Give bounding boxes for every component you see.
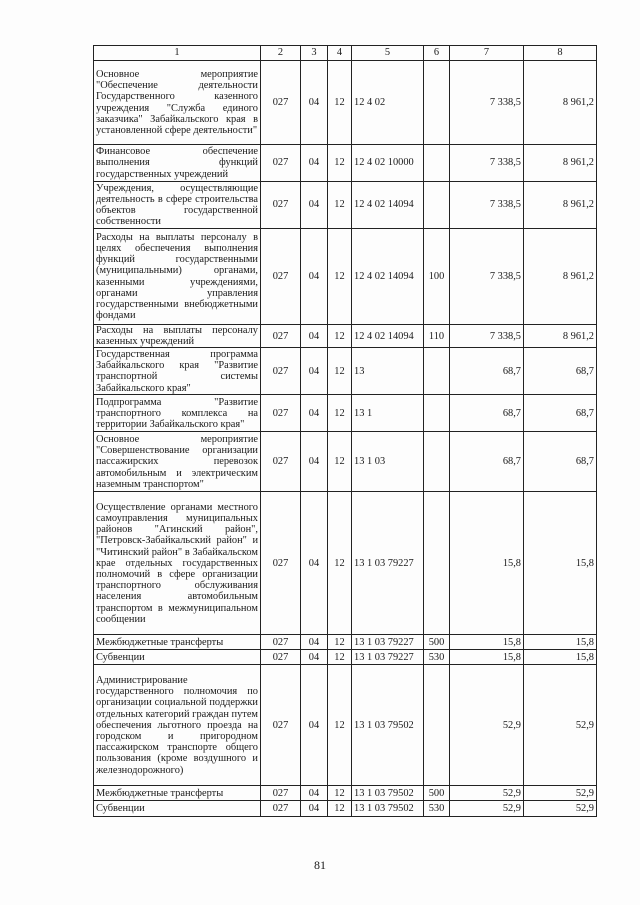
table-row [94,145,597,182]
row-section-cell: 04 [301,635,328,650]
row-subsection-cell: 12 [328,145,352,182]
row-target-code-cell: 13 1 03 79227 [352,650,424,665]
row-subsection-cell: 12 [328,432,352,492]
table-row [94,229,597,325]
row-amount-1-cell: 15,8 [450,492,524,635]
row-subsection-cell: 12 [328,348,352,395]
row-admin-code-cell: 027 [261,432,301,492]
row-section-cell: 04 [301,182,328,229]
row-amount-1-cell: 7 338,5 [450,61,524,145]
row-amount-1-cell: 7 338,5 [450,325,524,348]
row-section-cell: 04 [301,650,328,665]
row-name-cell: Расходы на выплаты персоналу в целях обеспечения выполнения функций государственными (муниципальными) органами, казенными учреждениями, органами управления государственными внебюджетными фондами [94,229,261,325]
header-cell: 1 [94,46,261,61]
table-row [94,650,597,665]
row-name-cell: Учреждения, осуществляющие деятельность в сфере строительства объектов государственной собственности [94,182,261,229]
row-amount-1-cell: 15,8 [450,650,524,665]
row-expense-type-cell: 500 [424,635,450,650]
row-subsection-cell: 12 [328,665,352,786]
row-admin-code-cell: 027 [261,182,301,229]
row-expense-type-cell [424,492,450,635]
row-admin-code-cell: 027 [261,665,301,786]
row-section-cell: 04 [301,492,328,635]
row-target-code-cell: 12 4 02 14094 [352,182,424,229]
row-expense-type-cell: 530 [424,801,450,817]
table-row [94,61,597,145]
row-amount-2-cell: 8 961,2 [524,145,597,182]
row-target-code-cell: 13 [352,348,424,395]
row-name-cell: Межбюджетные трансферты [94,786,261,801]
row-subsection-cell: 12 [328,229,352,325]
row-expense-type-cell: 100 [424,229,450,325]
row-amount-2-cell: 52,9 [524,801,597,817]
row-admin-code-cell: 027 [261,145,301,182]
row-section-cell: 04 [301,325,328,348]
row-target-code-cell: 13 1 03 79502 [352,801,424,817]
table-row [94,432,597,492]
row-target-code-cell: 12 4 02 [352,61,424,145]
row-expense-type-cell [424,395,450,432]
row-amount-1-cell: 68,7 [450,395,524,432]
row-amount-1-cell: 68,7 [450,348,524,395]
row-amount-1-cell: 52,9 [450,786,524,801]
row-amount-1-cell: 15,8 [450,635,524,650]
row-target-code-cell: 13 1 [352,395,424,432]
row-admin-code-cell: 027 [261,650,301,665]
row-admin-code-cell: 027 [261,61,301,145]
row-name-cell: Субвенции [94,650,261,665]
row-subsection-cell: 12 [328,635,352,650]
table-row [94,665,597,786]
table-row [94,786,597,801]
row-amount-1-cell: 7 338,5 [450,145,524,182]
header-cell: 8 [524,46,597,61]
row-subsection-cell: 12 [328,325,352,348]
row-expense-type-cell: 500 [424,786,450,801]
row-amount-2-cell: 68,7 [524,348,597,395]
table-row [94,325,597,348]
row-name-cell: Финансовое обеспечение выполнения функций государственных учреждений [94,145,261,182]
header-cell: 4 [328,46,352,61]
row-expense-type-cell: 530 [424,650,450,665]
row-expense-type-cell [424,145,450,182]
row-section-cell: 04 [301,145,328,182]
table-row [94,801,597,817]
row-target-code-cell: 12 4 02 14094 [352,229,424,325]
row-expense-type-cell [424,432,450,492]
row-amount-1-cell: 52,9 [450,801,524,817]
row-name-cell: Администрирование государственного полномочия по организации социальной поддержки отдельных категорий граждан путем обеспечения льготного проезда на городском и пригородном пассажирском транспорте общего пользования (кроме воздушного и железнодорожного) [94,665,261,786]
row-name-cell: Межбюджетные трансферты [94,635,261,650]
row-section-cell: 04 [301,801,328,817]
row-amount-2-cell: 68,7 [524,432,597,492]
row-target-code-cell: 12 4 02 14094 [352,325,424,348]
row-subsection-cell: 12 [328,182,352,229]
row-amount-2-cell: 8 961,2 [524,182,597,229]
row-section-cell: 04 [301,786,328,801]
row-expense-type-cell [424,182,450,229]
row-amount-2-cell: 15,8 [524,635,597,650]
row-admin-code-cell: 027 [261,635,301,650]
row-section-cell: 04 [301,432,328,492]
row-amount-1-cell: 7 338,5 [450,229,524,325]
header-cell: 7 [450,46,524,61]
row-amount-2-cell: 52,9 [524,786,597,801]
header-cell: 2 [261,46,301,61]
table-row [94,348,597,395]
row-name-cell: Основное мероприятие "Совершенствование организации пассажирских перевозок автомобильным и электрическим наземным транспортом" [94,432,261,492]
row-subsection-cell: 12 [328,492,352,635]
table-row [94,635,597,650]
row-admin-code-cell: 027 [261,395,301,432]
row-subsection-cell: 12 [328,801,352,817]
row-target-code-cell: 13 1 03 79502 [352,665,424,786]
row-amount-2-cell: 8 961,2 [524,61,597,145]
row-amount-2-cell: 52,9 [524,665,597,786]
row-expense-type-cell [424,348,450,395]
row-admin-code-cell: 027 [261,229,301,325]
row-name-cell: Подпрограмма "Развитие транспортного комплекса на территории Забайкальского края" [94,395,261,432]
row-amount-2-cell: 68,7 [524,395,597,432]
row-name-cell: Основное мероприятие "Обеспечение деятельности Государственного казенного учреждения "Служба единого заказчика" Забайкальского края в установленной сфере деятельности" [94,61,261,145]
header-cell: 3 [301,46,328,61]
table-row [94,492,597,635]
row-subsection-cell: 12 [328,61,352,145]
row-section-cell: 04 [301,61,328,145]
header-cell: 6 [424,46,450,61]
row-amount-2-cell: 15,8 [524,650,597,665]
row-expense-type-cell [424,61,450,145]
row-amount-1-cell: 68,7 [450,432,524,492]
row-admin-code-cell: 027 [261,325,301,348]
row-name-cell: Государственная программа Забайкальского края "Развитие транспортной системы Забайкальского края" [94,348,261,395]
row-section-cell: 04 [301,395,328,432]
row-admin-code-cell: 027 [261,492,301,635]
row-expense-type-cell [424,665,450,786]
row-admin-code-cell: 027 [261,348,301,395]
page-number: 81 [314,858,326,872]
row-admin-code-cell: 027 [261,801,301,817]
header-cell: 5 [352,46,424,61]
table-row [94,182,597,229]
row-amount-1-cell: 7 338,5 [450,182,524,229]
row-amount-1-cell: 52,9 [450,665,524,786]
row-section-cell: 04 [301,229,328,325]
table-header-row [94,46,597,61]
row-admin-code-cell: 027 [261,786,301,801]
row-target-code-cell: 13 1 03 79502 [352,786,424,801]
row-target-code-cell: 12 4 02 10000 [352,145,424,182]
table-row [94,395,597,432]
budget-table [93,45,597,817]
row-target-code-cell: 13 1 03 79227 [352,635,424,650]
row-amount-2-cell: 8 961,2 [524,229,597,325]
row-section-cell: 04 [301,348,328,395]
row-name-cell: Осуществление органами местного самоуправления муниципальных районов "Агинский район", "Петровск-Забайкальский район" и "Читинский район" в Забайкальском крае отдельных государственных полномочий в сфере организации транспортного обслуживания населения автомобильным транспортом в межмуниципальном сообщении [94,492,261,635]
row-amount-2-cell: 15,8 [524,492,597,635]
row-target-code-cell: 13 1 03 [352,432,424,492]
row-target-code-cell: 13 1 03 79227 [352,492,424,635]
row-expense-type-cell: 110 [424,325,450,348]
row-name-cell: Расходы на выплаты персоналу казенных учреждений [94,325,261,348]
row-subsection-cell: 12 [328,786,352,801]
row-name-cell: Субвенции [94,801,261,817]
row-section-cell: 04 [301,665,328,786]
row-subsection-cell: 12 [328,650,352,665]
row-amount-2-cell: 8 961,2 [524,325,597,348]
row-subsection-cell: 12 [328,395,352,432]
